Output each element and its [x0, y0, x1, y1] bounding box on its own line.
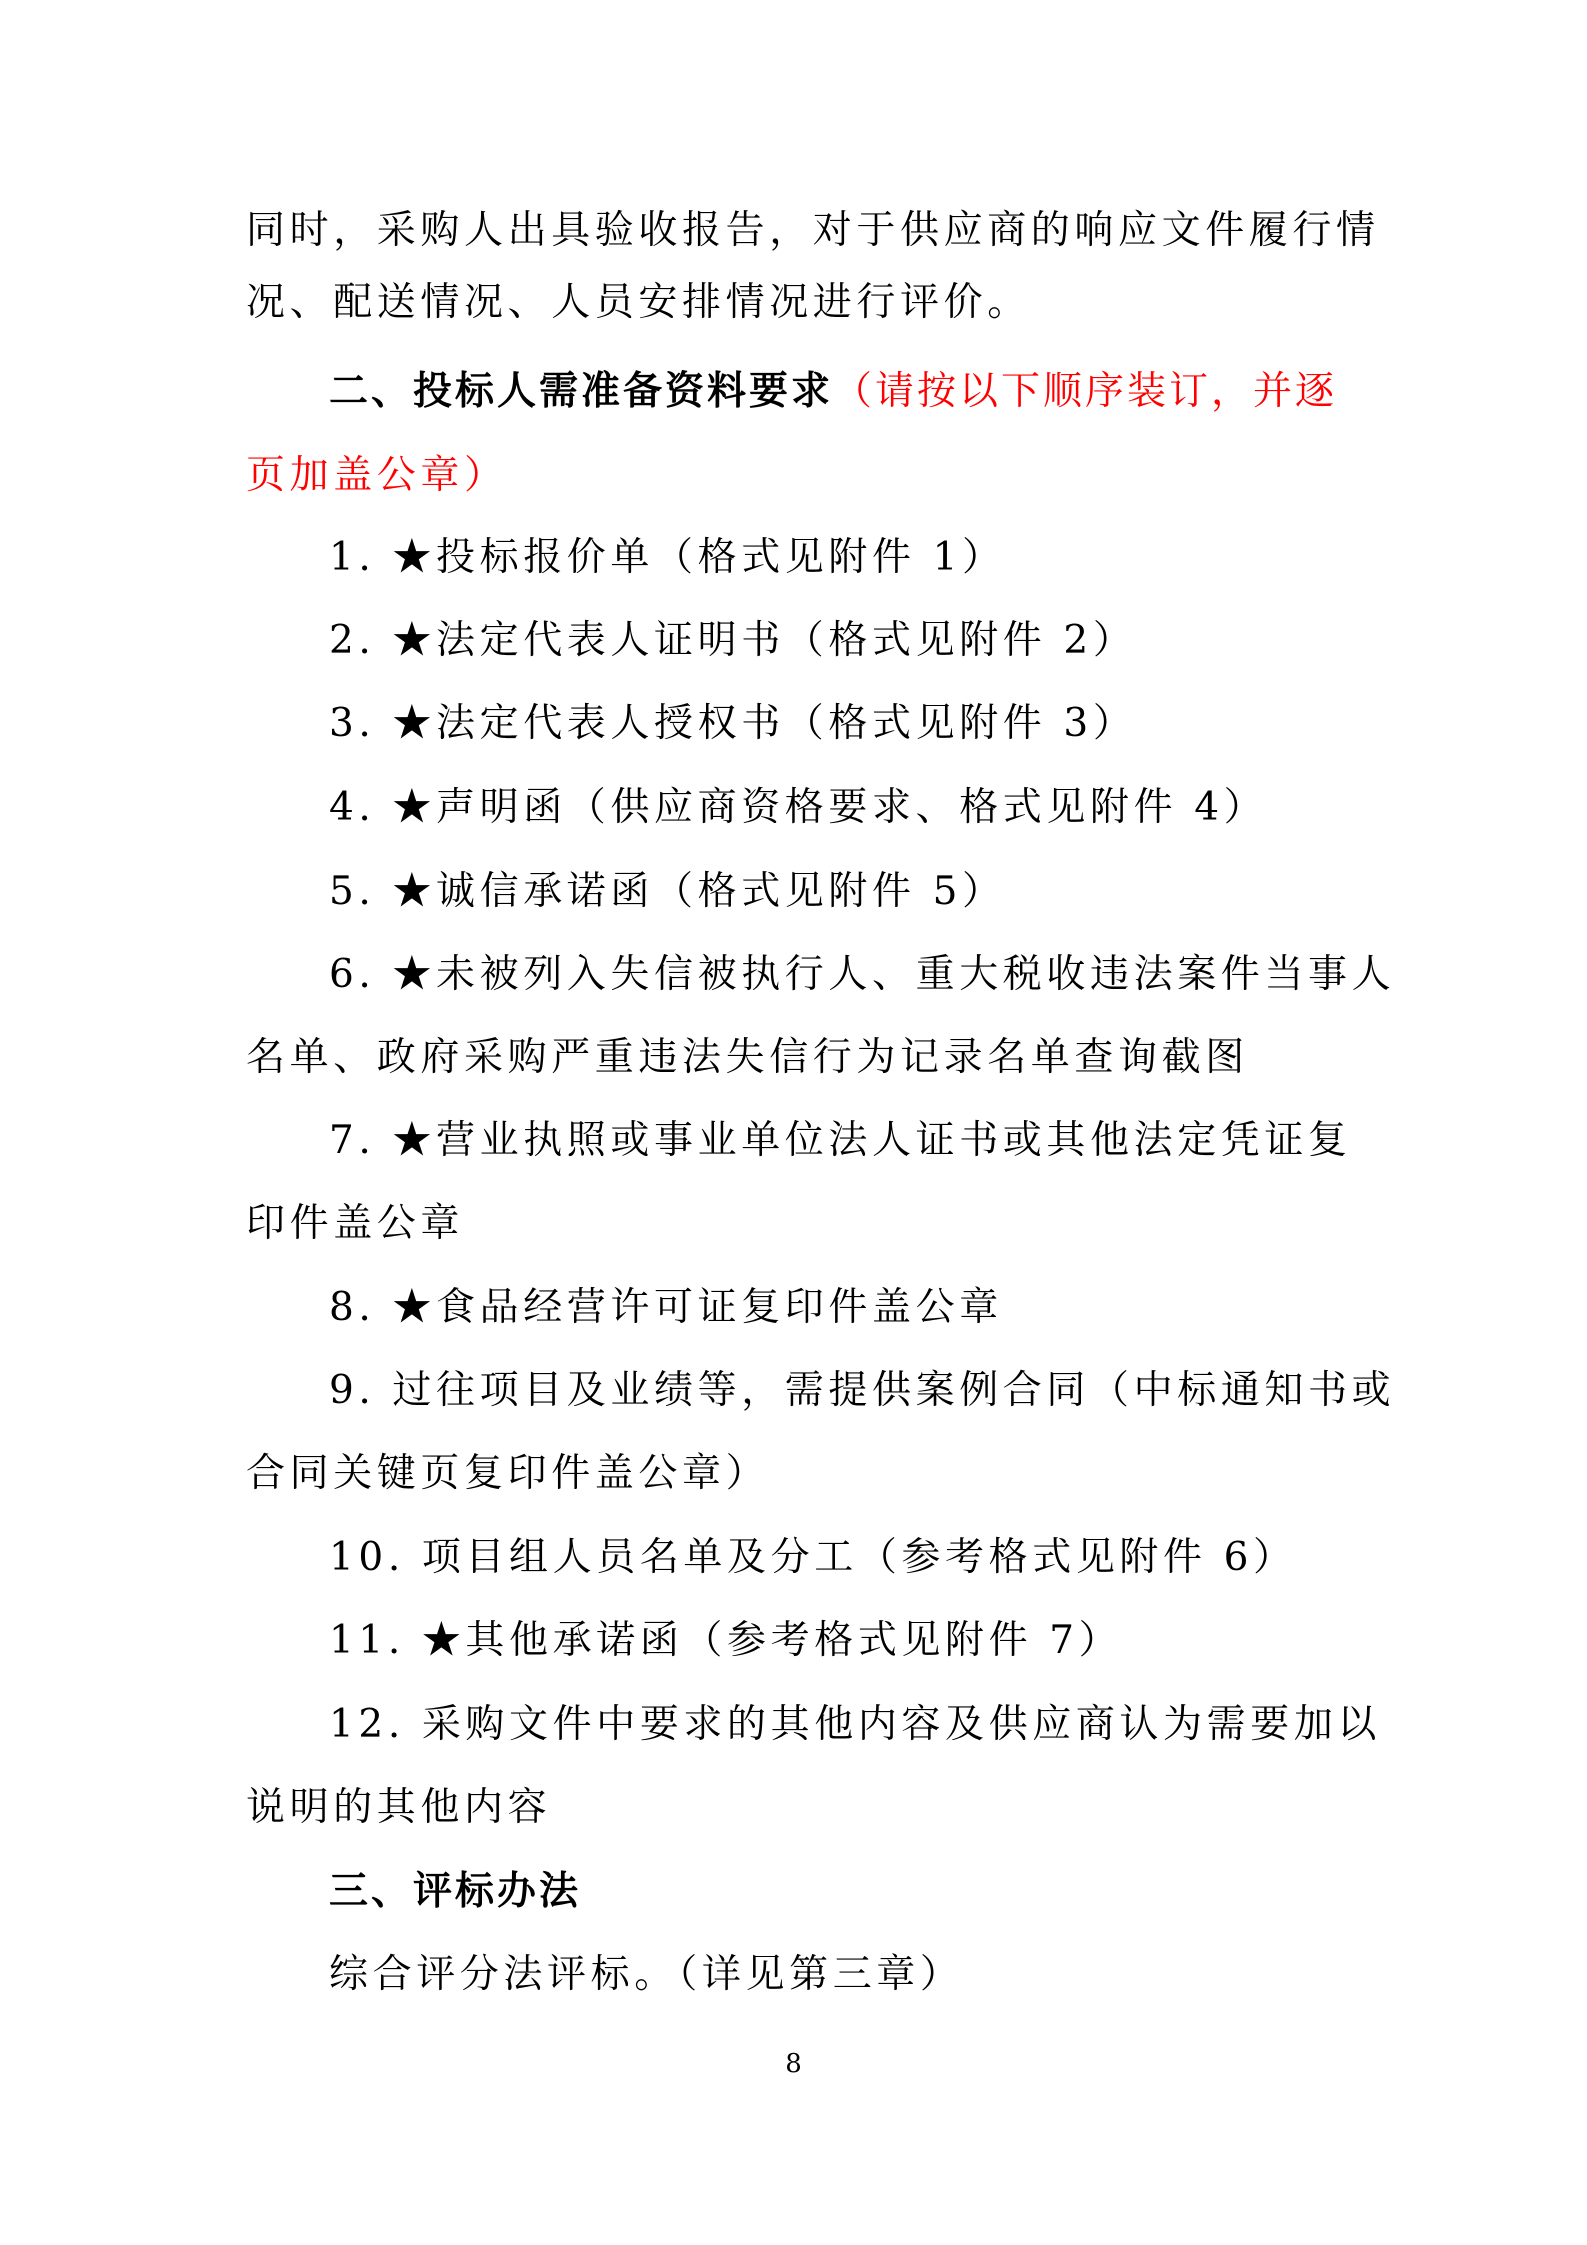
- list-item-4: 4. ★声明函（供应商资格要求、格式见附件 4）: [329, 785, 1268, 830]
- list-item-3: 3. ★法定代表人授权书（格式见附件 3）: [329, 701, 1137, 746]
- list-item-5: 5. ★诚信承诺函（格式见附件 5）: [329, 869, 1006, 914]
- binding-note-continued: 页加盖公章）: [246, 453, 508, 498]
- section-3-body: 综合评分法评标。（详见第三章）: [329, 1952, 964, 1997]
- list-item-10: 10. 项目组人员名单及分工（参考格式见附件 6）: [329, 1535, 1297, 1580]
- list-item-6-continued: 名单、政府采购严重违法失信行为记录名单查询截图: [246, 1035, 1249, 1080]
- list-item-9: 9. 过往项目及业绩等，需提供案例合同（中标通知书或: [329, 1368, 1396, 1413]
- list-item-2: 2. ★法定代表人证明书（格式见附件 2）: [329, 618, 1137, 663]
- list-item-1: 1. ★投标报价单（格式见附件 1）: [329, 535, 1006, 580]
- section-heading-3: 三、评标办法: [329, 1869, 582, 1914]
- binding-note: （请按以下顺序装订，并逐: [833, 369, 1338, 414]
- list-item-7: 7. ★营业执照或事业单位法人证书或其他法定凭证复: [329, 1118, 1352, 1163]
- list-item-12-continued: 说明的其他内容: [246, 1785, 552, 1830]
- paragraph-line: 况、配送情况、人员安排情况进行评价。: [246, 280, 1031, 325]
- page-number: 8: [785, 2049, 802, 2079]
- list-item-9-continued: 合同关键页复印件盖公章）: [246, 1451, 770, 1496]
- list-item-11: 11. ★其他承诺函（参考格式见附件 7）: [329, 1618, 1123, 1663]
- list-item-7-continued: 印件盖公章: [246, 1201, 465, 1246]
- list-item-8: 8. ★食品经营许可证复印件盖公章: [329, 1285, 1003, 1330]
- list-item-12: 12. 采购文件中要求的其他内容及供应商认为需要加以: [329, 1702, 1382, 1747]
- paragraph-line: 同时，采购人出具验收报告，对于供应商的响应文件履行情: [246, 208, 1380, 253]
- list-item-6: 6. ★未被列入失信被执行人、重大税收违法案件当事人: [329, 952, 1396, 997]
- section-heading-text: 二、投标人需准备资料要求: [329, 369, 834, 414]
- section-heading-2: [329, 364, 1337, 420]
